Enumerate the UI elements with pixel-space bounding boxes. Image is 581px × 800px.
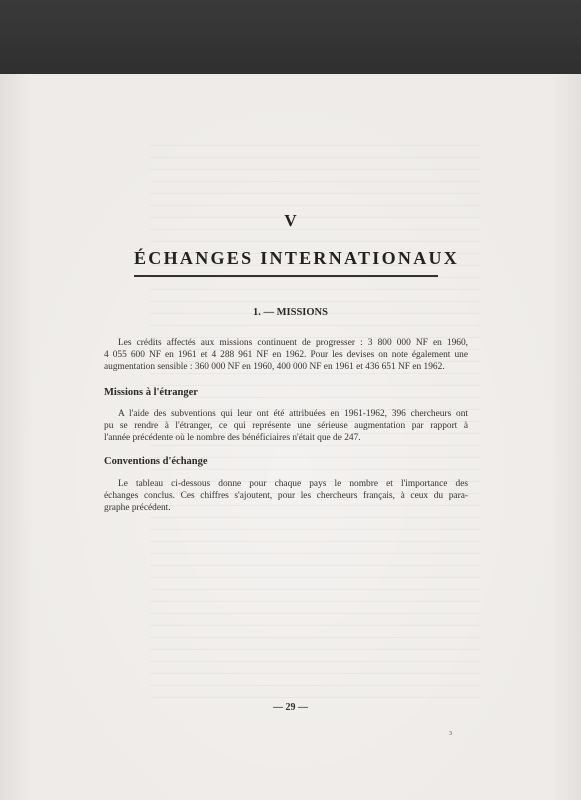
missions-line-3: l'année précédente où le nombre des bénéficiaires n'était que de 247. xyxy=(104,433,361,444)
missions-etranger-heading: Missions à l'étranger xyxy=(104,387,198,398)
title-underline xyxy=(134,275,438,277)
chapter-title: ÉCHANGES INTERNATIONAUX xyxy=(134,248,460,268)
conventions-paragraph xyxy=(104,478,468,515)
conventions-line-1: Le tableau ci-dessous donne pour chaque pays le nombre et l'importance des xyxy=(118,479,468,489)
chapter-number: V xyxy=(284,211,297,230)
intro-line-1: Les crédits affectés aux missions continuent de progresser : 3 800 000 NF en 1960, xyxy=(118,338,468,348)
missions-line-2: pu se rendre à l'étranger, ce qui représente une sérieuse augmentation par rapport à xyxy=(104,421,468,432)
intro-line-3: augmentation sensible : 360 000 NF en 1960, 400 000 NF en 1961 et 436 651 NF en 1962. xyxy=(104,362,445,373)
intro-line-2: 4 055 600 NF en 1961 et 4 288 961 NF en 1962. Pour les devises on note également une xyxy=(104,350,468,361)
scanner-background xyxy=(0,0,581,74)
missions-etranger-paragraph xyxy=(104,408,468,445)
missions-line-1: A l'aide des subventions qui leur ont été attribuées en 1961-1962, 396 chercheurs ont xyxy=(118,409,468,419)
page-number: — 29 — xyxy=(273,702,308,713)
conventions-line-2: échanges conclus. Ces chiffres s'ajoutent, pour les chercheurs français, à ceux du para- xyxy=(104,491,468,502)
margin-mark: 3 xyxy=(449,731,452,737)
section-title: 1. — MISSIONS xyxy=(253,307,328,318)
conventions-heading: Conventions d'échange xyxy=(104,456,208,467)
intro-paragraph xyxy=(104,337,468,374)
conventions-line-3: graphe précédent. xyxy=(104,503,171,514)
